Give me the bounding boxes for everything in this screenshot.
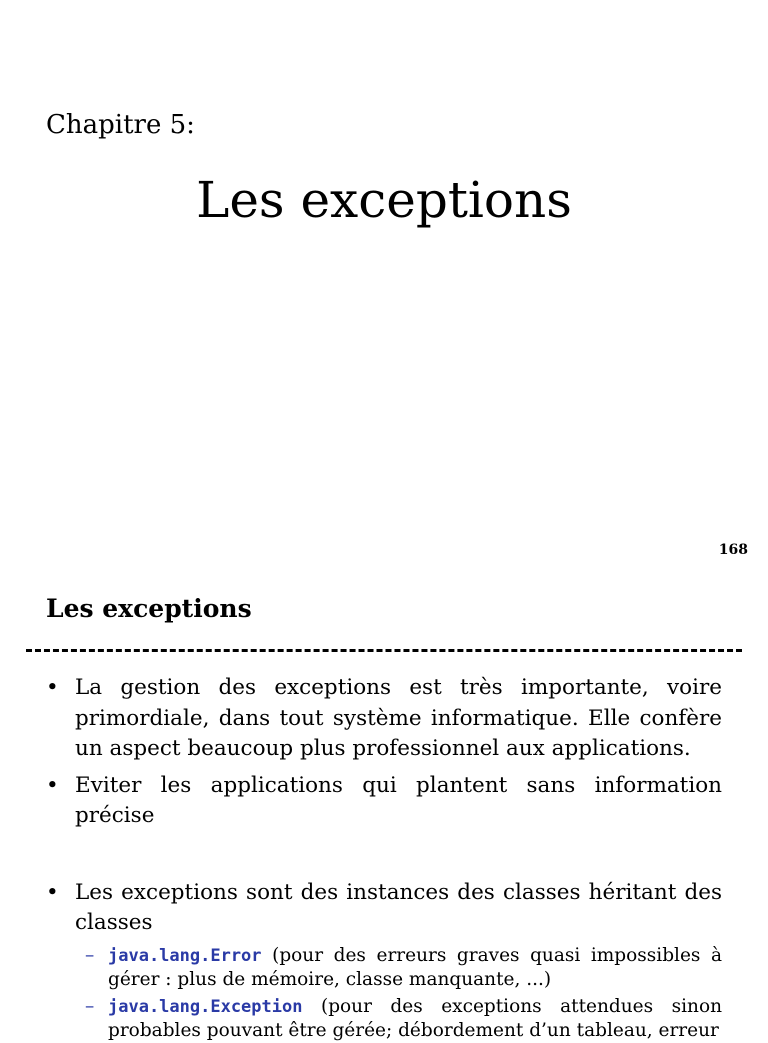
class-name-code: java.lang.Exception xyxy=(108,996,303,1017)
bullet-item xyxy=(46,673,722,765)
bullet-item xyxy=(46,878,722,1043)
bullet-item xyxy=(46,771,722,832)
chapter-label: Chapitre 5: xyxy=(46,110,195,140)
sub-bullet-item xyxy=(75,995,722,1043)
dashed-divider xyxy=(26,649,742,652)
sub-bullet-list xyxy=(75,944,722,1043)
section-title: Les exceptions xyxy=(46,594,252,623)
sub-bullet-text: (pour des erreurs graves quasi impossibles à gérer : plus de mémoire, classe manquante, ...) xyxy=(108,944,722,990)
dash-marker: – xyxy=(85,995,95,1017)
sub-bullet-item xyxy=(75,944,722,992)
chapter-title: Les exceptions xyxy=(196,171,572,229)
class-name-code: java.lang.Error xyxy=(108,945,262,966)
bullet-text: La gestion des exceptions est très importante, voire primordiale, dans tout système informatique. Elle confère un aspect beaucoup plus professionnel aux applications. xyxy=(75,675,722,761)
dash-marker: – xyxy=(85,944,95,966)
bullet-text: Eviter les applications qui plantent sans information précise xyxy=(75,772,722,828)
page-number: 168 xyxy=(718,542,748,558)
bullet-text: Les exceptions sont des instances des classes héritant des classes xyxy=(75,879,722,935)
bullet-list xyxy=(46,673,722,1043)
sub-bullet-text: (pour des exceptions attendues sinon probables pouvant être gérée; débordement d’un tableau, erreur xyxy=(108,995,722,1041)
